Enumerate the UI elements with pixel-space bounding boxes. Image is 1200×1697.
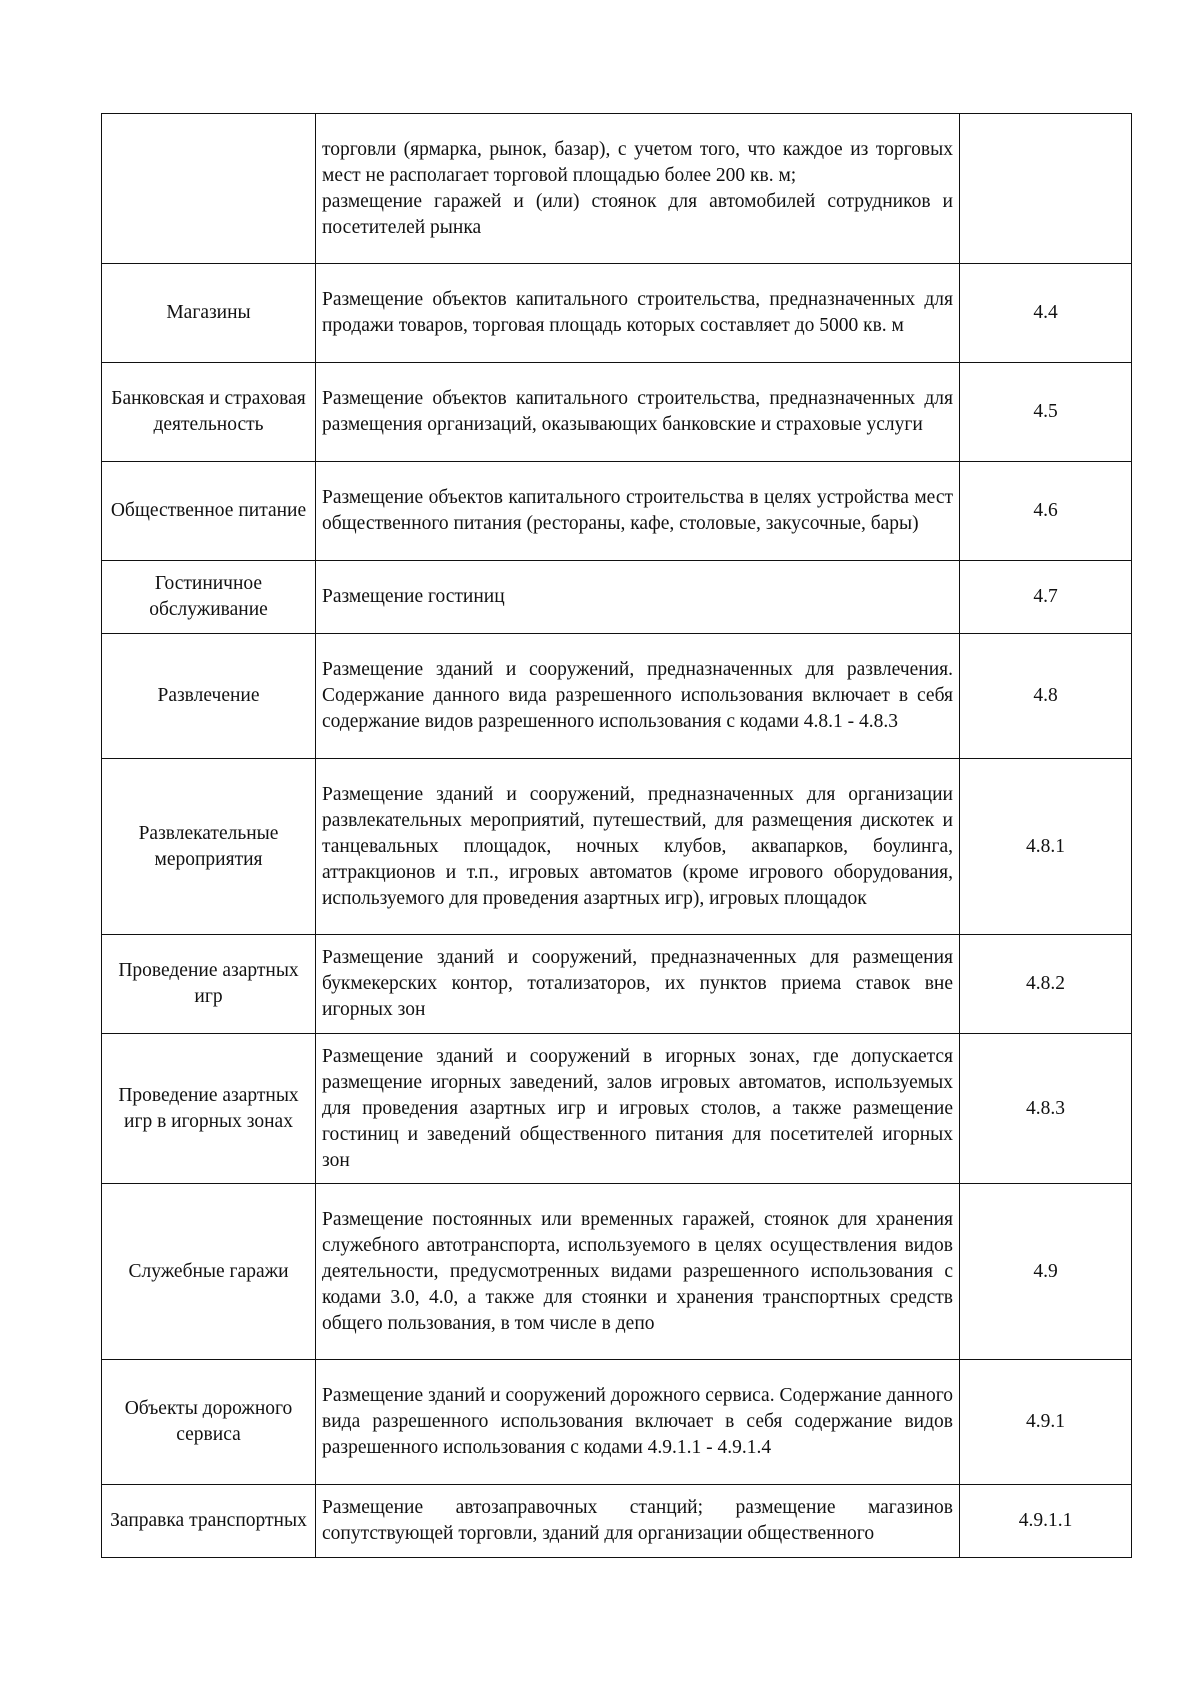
description-paragraph: Размещение зданий и сооружений, предназначенных для организации развлекательных мероприятий, путешествий, для размещения дискотек и танцевальных площадок, ночных клубов, аквапарков, боулинга, аттракционов и т.п., игровых автоматов (кроме игрового оборудования, используемого для проведения азартных игр), игровых площадок (322, 783, 953, 909)
use-type-name: Заправка транспортных (102, 1485, 316, 1558)
use-type-description (316, 1184, 960, 1360)
use-type-code: 4.4 (960, 264, 1132, 363)
description-paragraph: Размещение зданий и сооружений в игорных зонах, где допускается размещение игорных заведений, залов игровых автоматов, используемых для проведения азартных игр и игровых столов, а также размещение гостиниц и заведений общественного питания для посетителей игорных зон (322, 1045, 953, 1171)
use-type-code: 4.7 (960, 561, 1132, 634)
table-row (102, 1360, 1132, 1485)
use-type-name (102, 114, 316, 264)
use-type-code: 4.8.3 (960, 1034, 1132, 1184)
description-paragraph: Размещение объектов капитального строительства в целях устройства мест общественного питания (рестораны, кафе, столовые, закусочные, бары) (322, 487, 953, 534)
description-paragraph: Размещение гостиниц (322, 586, 505, 607)
table-row (102, 759, 1132, 935)
use-type-code: 4.8.1 (960, 759, 1132, 935)
table-row (102, 114, 1132, 264)
table-row (102, 561, 1132, 634)
use-type-name: Развлекательные мероприятия (102, 759, 316, 935)
description-paragraph: Размещение постоянных или временных гаражей, стоянок для хранения служебного автотранспорта, используемого в целях осуществления видов деятельности, предусмотренных видами разрешенного использования с кодами 3.0, 4.0, а также для стоянки и хранения транспортных средств общего пользования, в том числе в депо (322, 1208, 953, 1334)
description-paragraph: Размещение объектов капитального строительства, предназначенных для размещения организаций, оказывающих банковские и страховые услуги (322, 388, 953, 435)
use-type-description (316, 264, 960, 363)
use-type-name: Общественное питание (102, 462, 316, 561)
table-row (102, 634, 1132, 759)
table-row (102, 264, 1132, 363)
use-type-code: 4.5 (960, 363, 1132, 462)
use-type-code: 4.9.1 (960, 1360, 1132, 1485)
description-paragraph: Размещение зданий и сооружений, предназначенных для развлечения. Содержание данного вида разрешенного использования включает в себя содержание видов разрешенного использования с кодами 4.8.1 - 4.8.3 (322, 659, 953, 732)
use-type-name: Проведение азартных игр (102, 935, 316, 1034)
use-type-description (316, 935, 960, 1034)
table-row (102, 363, 1132, 462)
use-type-name: Проведение азартных игр в игорных зонах (102, 1034, 316, 1184)
table-row (102, 462, 1132, 561)
description-paragraph: Размещение зданий и сооружений дорожного сервиса. Содержание данного вида разрешенного использования включает в себя содержание видов разрешенного использования с кодами 4.9.1.1 - 4.9.1.4 (322, 1385, 953, 1458)
use-type-name: Магазины (102, 264, 316, 363)
use-type-description (316, 634, 960, 759)
table-row (102, 935, 1132, 1034)
use-type-description (316, 1360, 960, 1485)
use-type-code: 4.9.1.1 (960, 1485, 1132, 1558)
use-type-description (316, 114, 960, 264)
use-type-description (316, 363, 960, 462)
table-row (102, 1184, 1132, 1360)
land-use-table (101, 113, 1132, 1558)
use-type-code: 4.8 (960, 634, 1132, 759)
use-type-code (960, 114, 1132, 264)
use-type-description (316, 561, 960, 634)
use-type-description (316, 462, 960, 561)
use-type-name: Служебные гаражи (102, 1184, 316, 1360)
use-type-name: Развлечение (102, 634, 316, 759)
use-type-code: 4.9 (960, 1184, 1132, 1360)
description-paragraph: размещение гаражей и (или) стоянок для автомобилей сотрудников и посетителей рынка (322, 190, 953, 238)
use-type-description (316, 1034, 960, 1184)
table-row (102, 1485, 1132, 1558)
use-type-code: 4.8.2 (960, 935, 1132, 1034)
use-type-name: Банковская и страховая деятельность (102, 363, 316, 462)
table-row (102, 1034, 1132, 1184)
use-type-description (316, 759, 960, 935)
use-type-description (316, 1485, 960, 1558)
description-paragraph: Размещение объектов капитального строительства, предназначенных для продажи товаров, торговая площадь которых составляет до 5000 кв. м (322, 289, 953, 336)
description-paragraph: Размещение автозаправочных станций; размещение магазинов сопутствующей торговли, зданий для организации общественного (322, 1497, 953, 1544)
use-type-name: Объекты дорожного сервиса (102, 1360, 316, 1485)
use-type-code: 4.6 (960, 462, 1132, 561)
use-type-name: Гостиничное обслуживание (102, 561, 316, 634)
description-paragraph: Размещение зданий и сооружений, предназначенных для размещения букмекерских контор, тотализаторов, их пунктов приема ставок вне игорных зон (322, 947, 953, 1020)
description-paragraph: торговли (ярмарка, рынок, базар), с учетом того, что каждое из торговых мест не располагает торговой площадью более 200 кв. м; (322, 138, 953, 186)
